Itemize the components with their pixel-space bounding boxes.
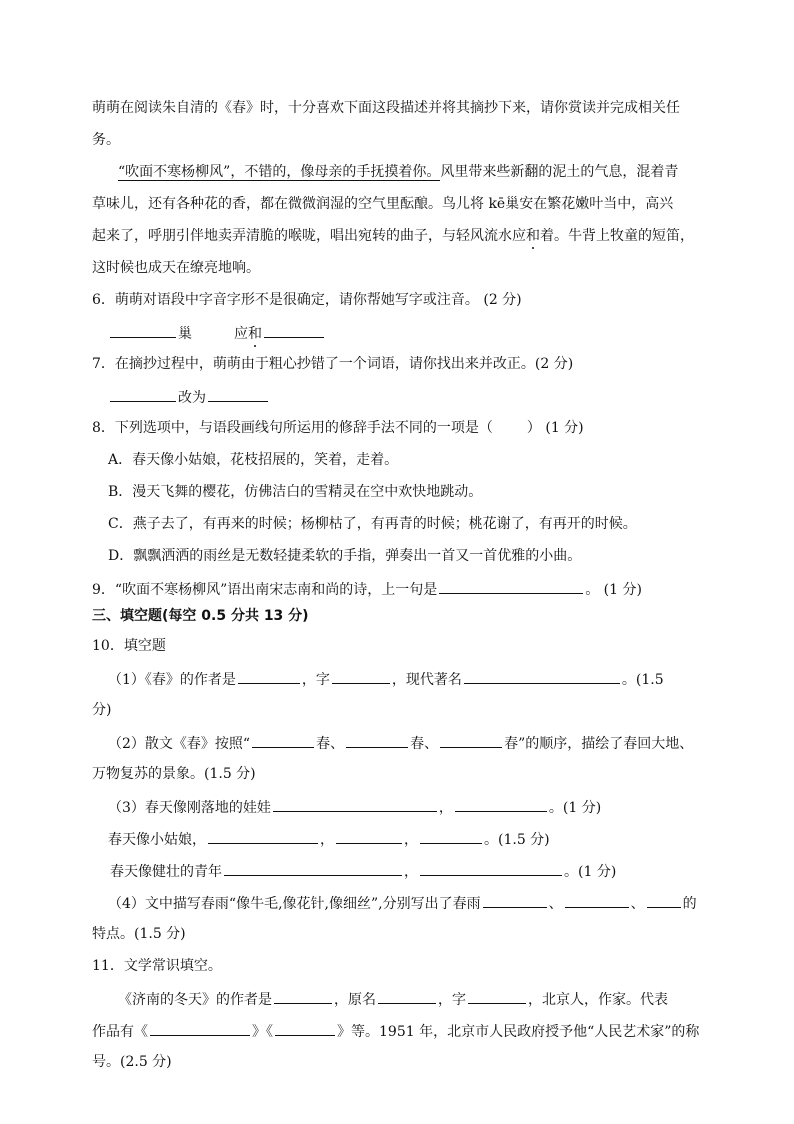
- dotted-char: 和: [248, 326, 262, 342]
- intro-line-2: 务。: [92, 132, 120, 148]
- answer-blank[interactable]: [275, 1020, 335, 1036]
- question-text: ，字: [438, 992, 466, 1008]
- answer-text: 改为: [178, 390, 206, 406]
- question-text: ，: [320, 832, 334, 848]
- question-6: 6．萌萌对语段中字音字形不是很确定，请你帮她写字或注音。 (2 分): [92, 292, 522, 308]
- answer-blank[interactable]: [150, 1020, 250, 1036]
- answer-blank[interactable]: [336, 828, 402, 844]
- answer-blank[interactable]: [346, 732, 408, 748]
- option-c: C．燕子去了，有再来的时候；杨柳枯了，有再青的时候；桃花谢了，有再开的时候。: [108, 516, 637, 532]
- q10-part-2-cont: 万物复苏的景象。(1.5 分): [92, 766, 256, 782]
- question-text: 、: [548, 896, 563, 912]
- option-b: B．漫天飞舞的樱花，仿佛洁白的雪精灵在空中欢快地跳动。: [108, 484, 483, 500]
- answer-blank[interactable]: [274, 988, 332, 1004]
- answer-blank[interactable]: [264, 322, 324, 338]
- q10-part-3b: [108, 828, 550, 850]
- q10-part-1: [108, 668, 664, 690]
- question-11-title: 11．文学常识填空。: [92, 958, 222, 974]
- question-text: ）: [526, 420, 541, 436]
- answer-blank[interactable]: [565, 892, 629, 908]
- question-text: （1）《春》的作者是: [108, 672, 236, 688]
- score: 。(1 分): [548, 800, 602, 816]
- answer-blank[interactable]: [440, 732, 502, 748]
- question-text: 、: [630, 896, 645, 912]
- answer-blank[interactable]: [238, 668, 300, 684]
- q10-part-3c: [110, 860, 616, 882]
- score: 。(1.5: [621, 672, 664, 688]
- q10-part-3: [108, 796, 601, 818]
- answer-blank[interactable]: [420, 828, 482, 844]
- answer-char: 巢: [178, 326, 192, 342]
- question-text: 的: [682, 896, 697, 912]
- q11-line-2: [92, 1020, 699, 1042]
- question-text: （3）春天像刚落地的娃娃: [108, 800, 271, 816]
- answer-blank[interactable]: [208, 828, 318, 844]
- section-heading: 三、填空题(每空 0.5 分共 13 分): [92, 608, 309, 624]
- passage-line-2: 草味儿，还有各种花的香，都在微微润湿的空气里酝酿。鸟儿将 kē巢安在繁花嫩叶当中，高兴: [92, 196, 674, 212]
- answer-blank[interactable]: [208, 386, 268, 402]
- question-text: 春、: [316, 736, 345, 752]
- question-text: 9．“吹面不寒杨柳风”语出南宋志南和尚的诗，上一句是: [92, 582, 438, 598]
- q11-line-3: 号。(2.5 分): [92, 1054, 172, 1070]
- answer-blank[interactable]: [439, 578, 583, 594]
- question-text: 春天像小姑娘，: [108, 832, 206, 848]
- passage-line-1: [118, 162, 678, 182]
- answer-blank[interactable]: [455, 796, 547, 812]
- q6-answer-line: [108, 322, 326, 344]
- question-text: 》《: [252, 1024, 273, 1040]
- answer-blank[interactable]: [468, 988, 526, 1004]
- passage-text: 起来了，呼朋引伴地卖弄清脆的喉咙，唱出宛转的曲子，与轻风流水应: [92, 228, 526, 244]
- question-10-title: 10．填空题: [92, 638, 166, 654]
- answer-blank[interactable]: [110, 322, 176, 338]
- score: 。(1.5 分): [484, 832, 550, 848]
- question-text: ，: [404, 832, 418, 848]
- underlined-sentence: “吹面不寒杨柳风”，不错的，像母亲的手抚摸着你。: [118, 164, 441, 180]
- score: 。 (1 分): [585, 582, 642, 598]
- answer-blank[interactable]: [483, 892, 547, 908]
- answer-char: 应: [234, 326, 248, 342]
- question-8: [92, 418, 584, 438]
- dotted-char: 和: [526, 228, 540, 244]
- passage-text: 风里带来些新翻的泥土的气息，混着青: [440, 164, 679, 180]
- question-text: 作品有《: [92, 1024, 148, 1040]
- question-text: ，: [438, 800, 453, 816]
- score: (1 分): [545, 420, 584, 436]
- option-a: A．春天像小姑娘，花枝招展的，笑着，走着。: [108, 452, 399, 468]
- question-7: 7．在摘抄过程中，萌萌由于粗心抄错了一个词语，请你找出来并改正。(2 分): [92, 356, 574, 372]
- score: 。(1 分): [564, 864, 617, 880]
- question-text: （4）文中描写春雨“像牛毛,像花针,像细丝”,分别写出了春雨: [108, 896, 481, 912]
- question-text: ，现代著名: [391, 672, 462, 688]
- q11-line-1: [118, 988, 668, 1010]
- q10-part-4-cont: 特点。(1.5 分): [92, 926, 186, 942]
- q10-part-1-cont: 分): [92, 702, 112, 718]
- question-text: 春、: [410, 736, 439, 752]
- answer-blank[interactable]: [224, 860, 402, 876]
- question-9: [92, 578, 642, 600]
- intro-line-1: 萌萌在阅读朱自清的《春》时，十分喜欢下面这段描述并将其摘抄下来，请你赏读并完成相关任: [92, 100, 680, 116]
- answer-blank[interactable]: [252, 732, 314, 748]
- question-text: 》等。1951 年，北京市人民政府授予他“人民艺术家”的称: [337, 1024, 700, 1040]
- question-text: 《济南的冬天》的作者是: [118, 992, 272, 1008]
- answer-blank[interactable]: [420, 860, 562, 876]
- question-text: ，北京人，作家。代表: [528, 992, 668, 1008]
- answer-blank[interactable]: [332, 668, 390, 684]
- answer-blank[interactable]: [110, 386, 176, 402]
- question-text: （2）散文《春》按照“: [108, 736, 251, 752]
- question-text: 8．下列选项中，与语段画线句所运用的修辞手法不同的一项是（: [92, 420, 493, 436]
- question-text: 春天像健壮的青年: [110, 864, 222, 880]
- answer-blank[interactable]: [273, 796, 437, 812]
- option-d: D．飘飘洒洒的雨丝是无数轻捷柔软的手指，弹奏出一首又一首优雅的小曲。: [108, 548, 582, 564]
- answer-blank[interactable]: [378, 988, 436, 1004]
- passage-line-4: 这时候也成天在缭亮地响。: [92, 260, 260, 276]
- answer-blank[interactable]: [647, 892, 681, 908]
- question-text: ，: [404, 864, 418, 880]
- question-text: ，原名: [334, 992, 376, 1008]
- q10-part-2: [108, 732, 693, 754]
- question-text: ，字: [301, 672, 330, 688]
- passage-text: 着。牛背上牧童的短笛，: [540, 228, 694, 244]
- q7-answer-line: [108, 386, 270, 408]
- passage-line-3: [92, 226, 694, 246]
- q10-part-4: [108, 892, 697, 914]
- question-text: 春”的顺序，描绘了春回大地、: [504, 736, 694, 752]
- answer-blank[interactable]: [464, 668, 620, 684]
